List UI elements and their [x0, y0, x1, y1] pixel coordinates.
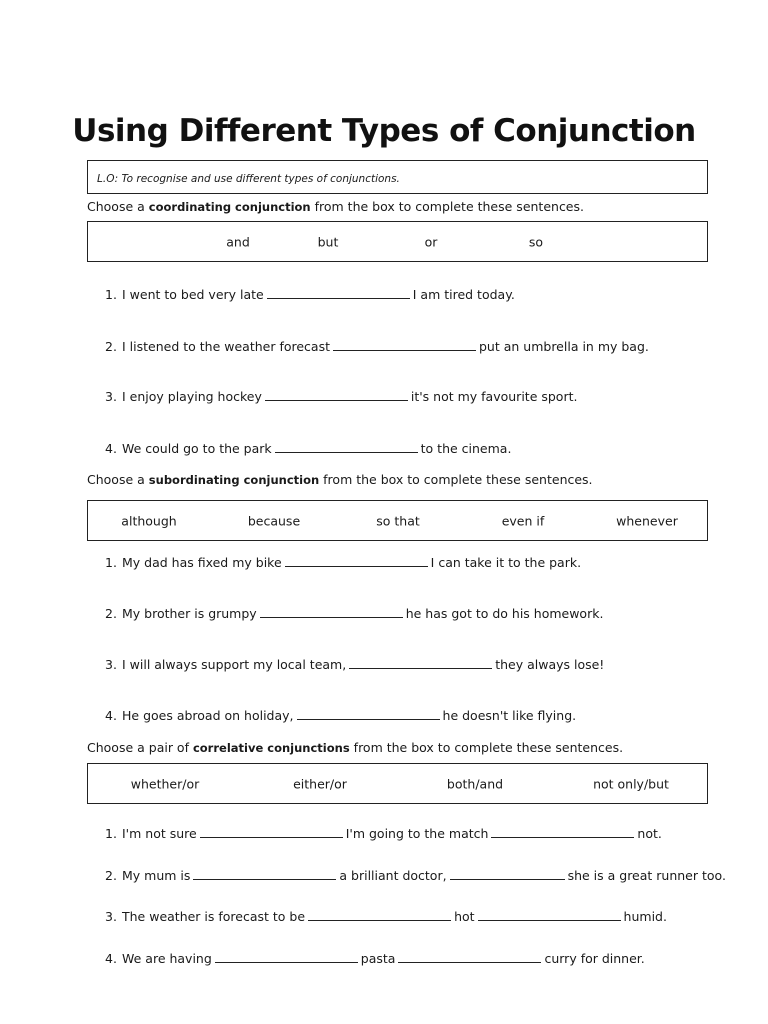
sentence-row	[105, 867, 726, 883]
sentence-row	[105, 554, 581, 570]
sentence-row	[105, 825, 662, 841]
page-title: Using Different Types of Conjunction	[72, 113, 696, 149]
word-option: whenever	[616, 513, 678, 528]
section-3-word-box	[87, 763, 708, 804]
sentence-text: I'm going to the match	[345, 826, 489, 841]
word-option: even if	[501, 513, 545, 528]
sentence-text: My brother is grumpy	[122, 606, 257, 621]
word-option: both/and	[446, 776, 504, 791]
sentence-text: I went to bed very late	[122, 287, 264, 302]
sentence-number: 3.	[105, 657, 117, 672]
sentence-number: 2.	[105, 868, 117, 883]
sentence-number: 1.	[105, 555, 117, 570]
instruction-keyword: coordinating conjunction	[148, 200, 311, 214]
sentence-row	[105, 707, 576, 723]
word-option: but	[317, 234, 339, 249]
answer-blank[interactable]	[260, 605, 403, 618]
word-option: although	[121, 513, 177, 528]
sentence-text: curry for dinner.	[544, 951, 645, 966]
sentence-text: My dad has fixed my bike	[122, 555, 282, 570]
sentence-row	[105, 440, 511, 456]
instruction-keyword: subordinating conjunction	[148, 473, 320, 487]
sentence-row	[105, 388, 577, 404]
section-2-instruction	[87, 472, 593, 487]
word-option: so that	[376, 513, 420, 528]
answer-blank[interactable]	[275, 440, 418, 453]
sentence-text: I can take it to the park.	[430, 555, 582, 570]
sentence-text: she is a great runner too.	[567, 868, 726, 883]
instruction-text: Choose a pair of	[87, 740, 189, 755]
sentence-text: pasta	[360, 951, 396, 966]
sentence-text: I listened to the weather forecast	[122, 339, 330, 354]
instruction-keyword: correlative conjunctions	[192, 741, 350, 755]
sentence-text: He goes abroad on holiday,	[122, 708, 294, 723]
word-option: or	[424, 234, 438, 249]
sentence-row	[105, 605, 603, 621]
sentence-text: I enjoy playing hockey	[122, 389, 262, 404]
instruction-text: from the box to complete these sentences.	[314, 199, 584, 214]
sentence-text: I'm not sure	[122, 826, 197, 841]
sentence-text: to the cinema.	[420, 441, 512, 456]
answer-blank[interactable]	[215, 950, 358, 963]
answer-blank[interactable]	[478, 908, 621, 921]
answer-blank[interactable]	[333, 338, 476, 351]
answer-blank[interactable]	[267, 286, 410, 299]
instruction-text: from the box to complete these sentences.	[323, 472, 593, 487]
answer-blank[interactable]	[285, 554, 428, 567]
sentence-number: 2.	[105, 606, 117, 621]
sentence-text: it's not my favourite sport.	[410, 389, 578, 404]
sentence-number: 3.	[105, 909, 117, 924]
sentence-row	[105, 286, 515, 302]
sentence-row	[105, 908, 667, 924]
sentence-number: 2.	[105, 339, 117, 354]
answer-blank[interactable]	[349, 656, 492, 669]
sentence-number: 1.	[105, 826, 117, 841]
sentence-text: he doesn't like flying.	[442, 708, 577, 723]
sentence-number: 4.	[105, 708, 117, 723]
sentence-number: 1.	[105, 287, 117, 302]
word-option: and	[226, 234, 250, 249]
learning-objective-box	[87, 160, 708, 194]
section-2-word-box	[87, 500, 708, 541]
instruction-text: Choose a	[87, 199, 145, 214]
sentence-text: they always lose!	[495, 657, 605, 672]
sentence-number: 3.	[105, 389, 117, 404]
sentence-text: hot	[454, 909, 475, 924]
word-option: either/or	[293, 776, 347, 791]
answer-blank[interactable]	[450, 867, 565, 880]
answer-blank[interactable]	[308, 908, 451, 921]
answer-blank[interactable]	[398, 950, 541, 963]
sentence-text: put an umbrella in my bag.	[479, 339, 649, 354]
sentence-text: I will always support my local team,	[122, 657, 347, 672]
section-1-instruction	[87, 199, 584, 214]
section-3-instruction	[87, 740, 623, 755]
learning-objective-text: L.O: To recognise and use different types of conjunctions.	[97, 173, 400, 185]
sentence-text: We are having	[122, 951, 212, 966]
answer-blank[interactable]	[491, 825, 634, 838]
sentence-text: My mum is	[122, 868, 191, 883]
sentence-text: a brilliant doctor,	[339, 868, 447, 883]
sentence-row	[105, 338, 649, 354]
sentence-number: 4.	[105, 441, 117, 456]
sentence-text: I am tired today.	[412, 287, 515, 302]
answer-blank[interactable]	[193, 867, 336, 880]
sentence-row	[105, 656, 604, 672]
word-option: not only/but	[593, 776, 669, 791]
sentence-text: he has got to do his homework.	[405, 606, 604, 621]
sentence-text: humid.	[623, 909, 667, 924]
answer-blank[interactable]	[200, 825, 343, 838]
section-1-word-box	[87, 221, 708, 262]
sentence-number: 4.	[105, 951, 117, 966]
word-option: whether/or	[130, 776, 200, 791]
answer-blank[interactable]	[297, 707, 440, 720]
word-option: because	[247, 513, 301, 528]
instruction-text: Choose a	[87, 472, 145, 487]
instruction-text: from the box to complete these sentences.	[353, 740, 624, 755]
word-option: so	[528, 234, 544, 249]
sentence-row	[105, 950, 645, 966]
sentence-text: We could go to the park	[122, 441, 272, 456]
sentence-text: The weather is forecast to be	[122, 909, 306, 924]
sentence-text: not.	[637, 826, 662, 841]
answer-blank[interactable]	[265, 388, 408, 401]
